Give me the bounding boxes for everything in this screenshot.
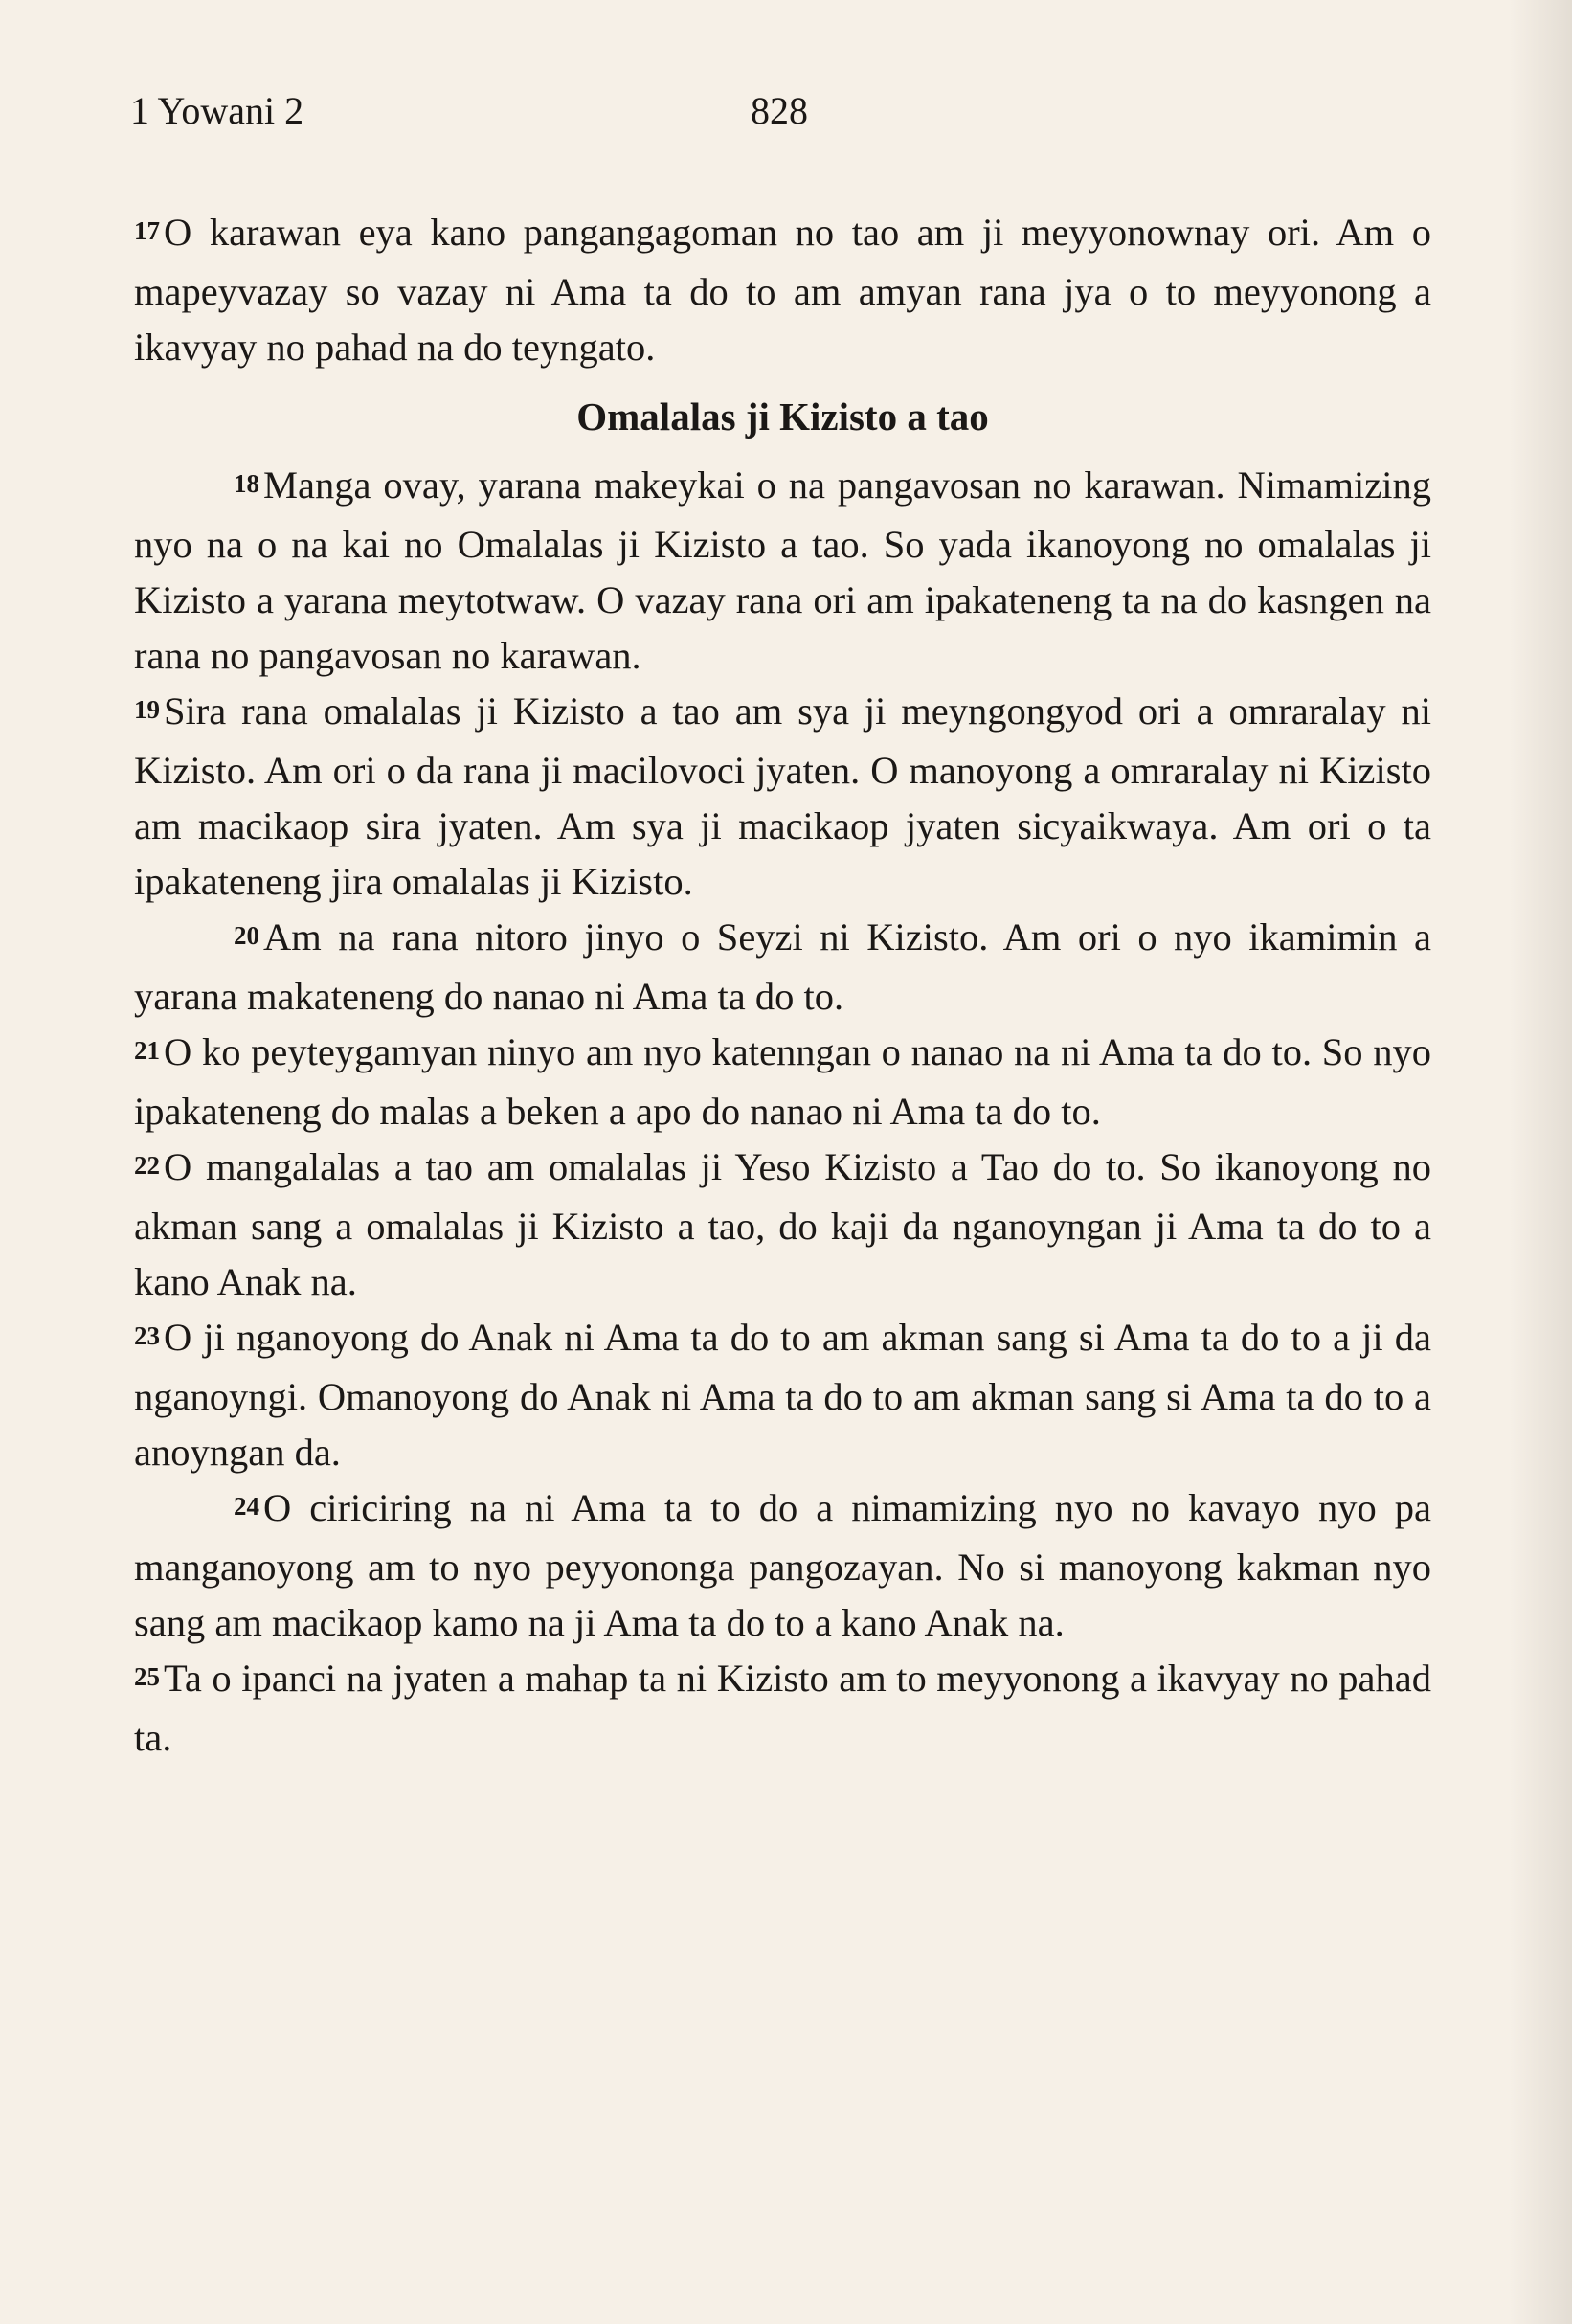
verse-text: O karawan eya kano pangangagoman no tao am ji meyyonownay ori. Am o mapeyvazay so vazay ni Ama ta do to am amyan rana jya o to meyyonong a ikavyay no pahad na do teyngato. — [134, 211, 1431, 369]
section-heading: Omalalas ji Kizisto a tao — [576, 395, 989, 439]
verse-text: O ji nganoyong do Anak ni Ama ta do to am akman sang si Ama ta do to a ji da nganoyngi. Omanoyong do Anak ni Ama ta do to am akman sang si Ama ta do to a anoyngan da. — [134, 1316, 1431, 1474]
verse-number: 21 — [134, 1036, 160, 1065]
scripture-text — [134, 205, 1431, 1766]
verse-24 — [134, 1480, 1431, 1651]
verse-19 — [134, 684, 1431, 910]
verse-text: Sira rana omalalas ji Kizisto a tao am sya ji meyngongyod ori a omraralay ni Kizisto. Am ori o da rana ji macilovoci jyaten. O manoyong a omraralay ni Kizisto am macikaop sira jyaten. Am sya ji macikaop jyaten sicyaikwaya. Am ori o ta ipakateneng jira omalalas ji Kizisto. — [134, 689, 1431, 903]
verse-number: 18 — [234, 469, 259, 498]
verse-number: 19 — [134, 695, 160, 724]
book-reference: 1 Yowani 2 — [130, 89, 304, 132]
verse-18 — [134, 458, 1431, 684]
verse-text: Am na rana nitoro jinyo o Seyzi ni Kizisto. Am ori o nyo ikamimin a yarana makateneng do nanao ni Ama ta do to. — [134, 915, 1431, 1018]
verse-text: O ciriciring na ni Ama ta to do a nimamizing nyo no kavayo nyo pa manganoyong am to nyo peyyononga pangozayan. No si manoyong kakman nyo sang am macikaop kamo na ji Ama ta do to a kano Anak na. — [134, 1486, 1431, 1644]
verse-text: O mangalalas a tao am omalalas ji Yeso Kizisto a Tao do to. So ikanoyong no akman sang a omalalas ji Kizisto a tao, do kaji da nganoyngan ji Ama ta do to a kano Anak na. — [134, 1145, 1431, 1303]
verse-text: Manga ovay, yarana makeykai o na pangavosan no karawan. Nimamizing nyo na o na kai no Omalalas ji Kizisto a tao. So yada ikanoyong no omalalas ji Kizisto a yarana meytotwaw. O vazay rana ori am ipakateneng ta na do kasngen na rana no pangavosan no karawan. — [134, 463, 1431, 677]
verse-22 — [134, 1139, 1431, 1310]
verse-21 — [134, 1025, 1431, 1139]
verse-text: Ta o ipanci na jyaten a mahap ta ni Kizisto am to meyyonong a ikavyay no pahad ta. — [134, 1657, 1431, 1759]
verse-number: 20 — [234, 921, 259, 950]
verse-text: O ko peyteygamyan ninyo am nyo katenngan o nanao na ni Ama ta do to. So nyo ipakateneng do malas a beken a apo do nanao ni Ama ta do to. — [134, 1030, 1431, 1133]
verse-23 — [134, 1310, 1431, 1480]
page-number: 828 — [751, 89, 808, 132]
verse-20 — [134, 910, 1431, 1025]
verse-number: 24 — [234, 1492, 259, 1521]
verse-17 — [134, 205, 1431, 375]
verse-25 — [134, 1651, 1431, 1766]
verse-number: 17 — [134, 216, 160, 245]
verse-number: 22 — [134, 1151, 160, 1180]
page-header — [130, 88, 1432, 146]
verse-number: 25 — [134, 1662, 160, 1691]
verse-number: 23 — [134, 1321, 160, 1350]
